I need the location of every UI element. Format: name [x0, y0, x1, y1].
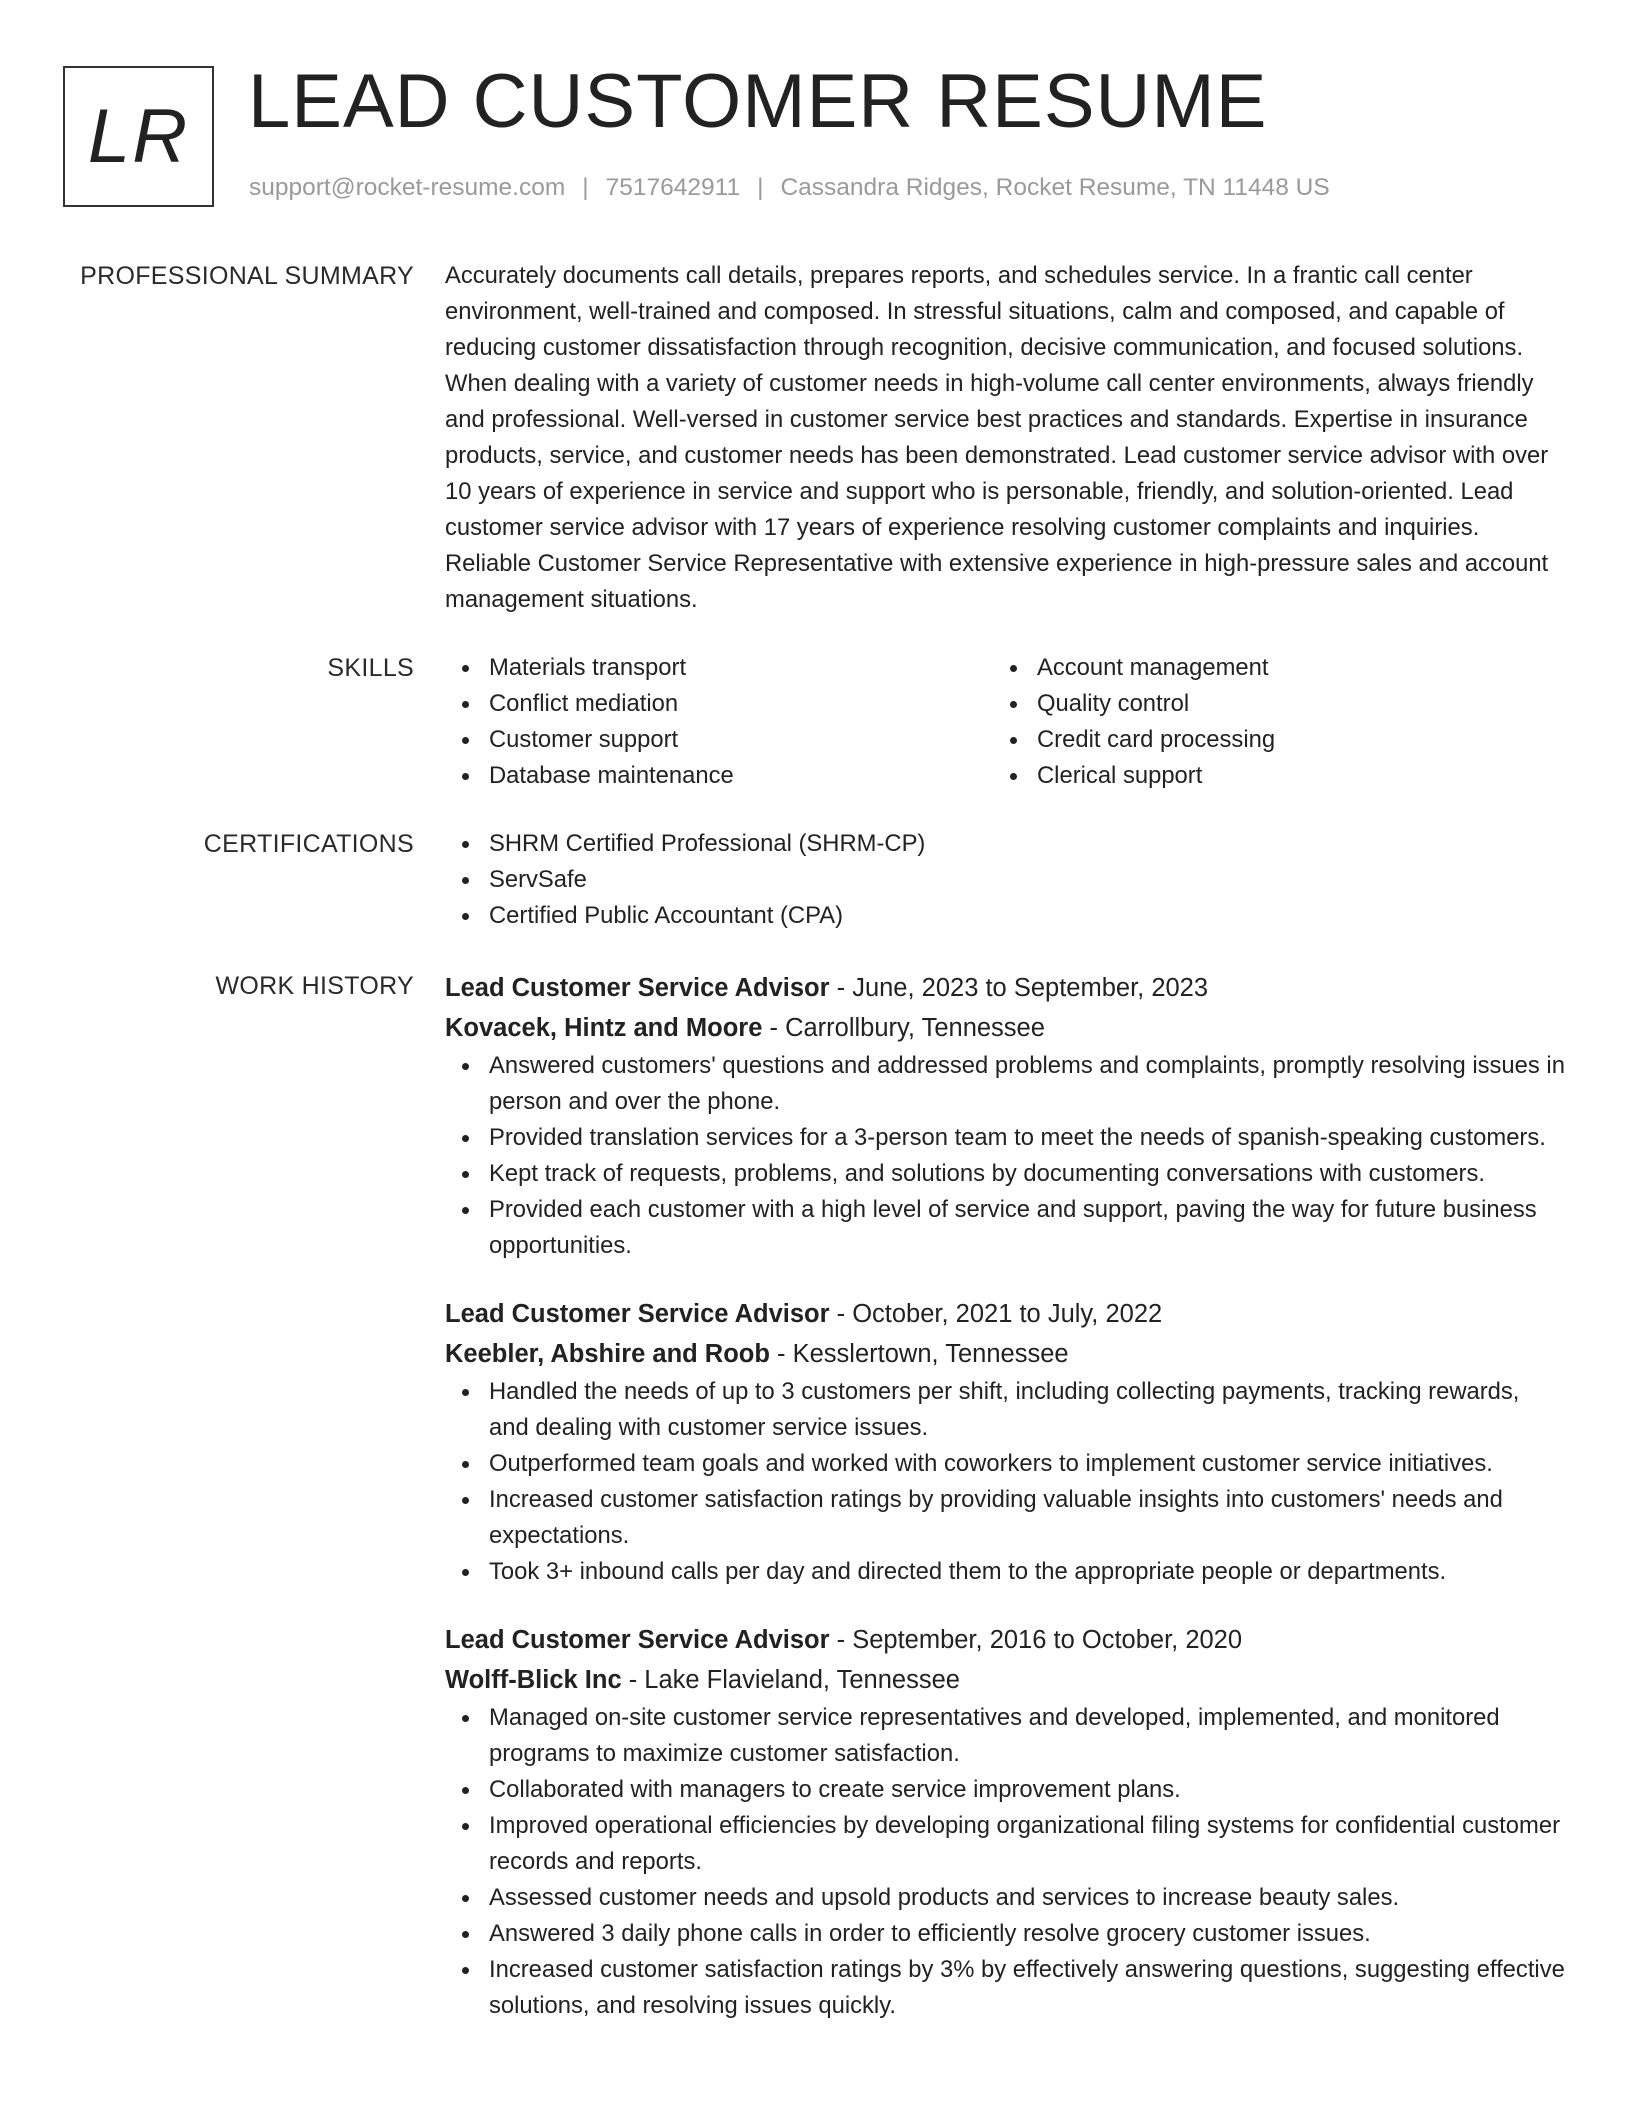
work-history-body — [445, 968, 1565, 2054]
skill-item: Account management — [993, 650, 1541, 686]
job-bullet: Managed on-site customer service representatives and developed, implemented, and monitored programs to maximize customer satisfaction. — [445, 1700, 1565, 1772]
job-company-line — [445, 1008, 1565, 1048]
job-dates: - June, 2023 to September, 2023 — [829, 974, 1209, 1002]
certification-item: ServSafe — [445, 862, 1565, 898]
job-company: Wolff-Blick Inc — [445, 1666, 622, 1694]
job-location: - Lake Flavieland, Tennessee — [621, 1666, 960, 1694]
job-bullet: Collaborated with managers to create service improvement plans. — [445, 1772, 1565, 1808]
job-bullets — [445, 1374, 1565, 1590]
contact-line — [249, 173, 1330, 202]
job-title: Lead Customer Service Advisor — [445, 974, 830, 1002]
job-bullet: Improved operational efficiencies by developing organizational filing systems for confidential customer records and reports. — [445, 1808, 1565, 1880]
job-bullet: Increased customer satisfaction ratings by providing valuable insights into customers' needs and expectations. — [445, 1482, 1565, 1554]
job-entry — [445, 1620, 1565, 2024]
skills-body — [445, 650, 1565, 794]
skills-heading: SKILLS — [327, 654, 414, 682]
job-bullet: Answered 3 daily phone calls in order to efficiently resolve grocery customer issues. — [445, 1916, 1565, 1952]
monogram-box — [63, 66, 214, 207]
skills-grid — [445, 650, 1565, 794]
job-title: Lead Customer Service Advisor — [445, 1626, 830, 1654]
certification-item: SHRM Certified Professional (SHRM-CP) — [445, 826, 1565, 862]
job-title-line — [445, 1294, 1565, 1334]
contact-address: Cassandra Ridges, Rocket Resume, TN 11448 US — [780, 174, 1330, 201]
job-bullet: Answered customers' questions and addressed problems and complaints, promptly resolving issues in person and over the phone. — [445, 1048, 1565, 1120]
job-entry — [445, 968, 1565, 1264]
skill-item: Customer support — [445, 722, 993, 758]
job-location: - Kesslertown, Tennessee — [769, 1340, 1069, 1368]
certifications-body — [445, 826, 1565, 934]
contact-phone[interactable]: 7517642911 — [605, 174, 741, 201]
job-bullet: Provided translation services for a 3-person team to meet the needs of spanish-speaking customers. — [445, 1120, 1565, 1156]
certifications-heading: CERTIFICATIONS — [203, 830, 414, 858]
resume-title: LEAD CUSTOMER RESUME — [248, 59, 1268, 144]
work-history-heading: WORK HISTORY — [215, 972, 414, 1000]
summary-heading: PROFESSIONAL SUMMARY — [80, 262, 414, 290]
job-entry — [445, 1294, 1565, 1590]
job-bullet: Outperformed team goals and worked with coworkers to implement customer service initiatives. — [445, 1446, 1565, 1482]
job-dates: - September, 2016 to October, 2020 — [829, 1626, 1243, 1654]
job-bullet: Handled the needs of up to 3 customers per shift, including collecting payments, tracking rewards, and dealing with customer service issues. — [445, 1374, 1565, 1446]
skill-item: Quality control — [993, 686, 1541, 722]
job-title: Lead Customer Service Advisor — [445, 1300, 830, 1328]
job-company: Kovacek, Hintz and Moore — [445, 1014, 763, 1042]
skill-item: Materials transport — [445, 650, 993, 686]
job-bullet: Kept track of requests, problems, and solutions by documenting conversations with customers. — [445, 1156, 1565, 1192]
contact-separator: | — [757, 174, 764, 201]
contact-email[interactable]: support@rocket-resume.com — [249, 174, 566, 201]
job-dates: - October, 2021 to July, 2022 — [829, 1300, 1163, 1328]
job-company: Keebler, Abshire and Roob — [445, 1340, 770, 1368]
job-bullet: Took 3+ inbound calls per day and directed them to the appropriate people or departments. — [445, 1554, 1565, 1590]
job-bullet: Increased customer satisfaction ratings by 3% by effectively answering questions, suggesting effective solutions, and resolving issues quickly. — [445, 1952, 1565, 2024]
job-location: - Carrollbury, Tennessee — [762, 1014, 1045, 1042]
job-bullets — [445, 1700, 1565, 2024]
job-bullet: Provided each customer with a high level of service and support, paving the way for future business opportunities. — [445, 1192, 1565, 1264]
job-bullet: Assessed customer needs and upsold products and services to increase beauty sales. — [445, 1880, 1565, 1916]
skill-item: Database maintenance — [445, 758, 993, 794]
summary-text: Accurately documents call details, prepares reports, and schedules service. In a frantic call center environment, well-trained and composed. In stressful situations, calm and composed, and capable of reducing customer dissatisfaction through recognition, decisive communication, and focused solutions. When dealing with a variety of customer needs in high-volume call center environments, always friendly and professional. Well-versed in customer service best practices and standards. Expertise in insurance products, service, and customer needs has been demonstrated. Lead customer service advisor with over 10 years of experience in service and support who is personable, friendly, and solution-oriented. Lead customer service advisor with 17 years of experience resolving customer complaints and inquiries. Reliable Customer Service Representative with extensive experience in high-pressure sales and account management situations. — [445, 262, 1549, 613]
job-company-line — [445, 1660, 1565, 1700]
skills-list-left — [445, 650, 993, 794]
job-title-line — [445, 968, 1565, 1008]
job-title-line — [445, 1620, 1565, 1660]
skill-item: Credit card processing — [993, 722, 1541, 758]
certifications-list — [445, 826, 1565, 934]
summary-body — [445, 258, 1565, 618]
job-company-line — [445, 1334, 1565, 1374]
job-bullets — [445, 1048, 1565, 1264]
skills-list-right — [993, 650, 1541, 794]
skill-item: Clerical support — [993, 758, 1541, 794]
monogram-initials: LR — [87, 93, 190, 179]
contact-separator: | — [582, 174, 589, 201]
skill-item: Conflict mediation — [445, 686, 993, 722]
certification-item: Certified Public Accountant (CPA) — [445, 898, 1565, 934]
